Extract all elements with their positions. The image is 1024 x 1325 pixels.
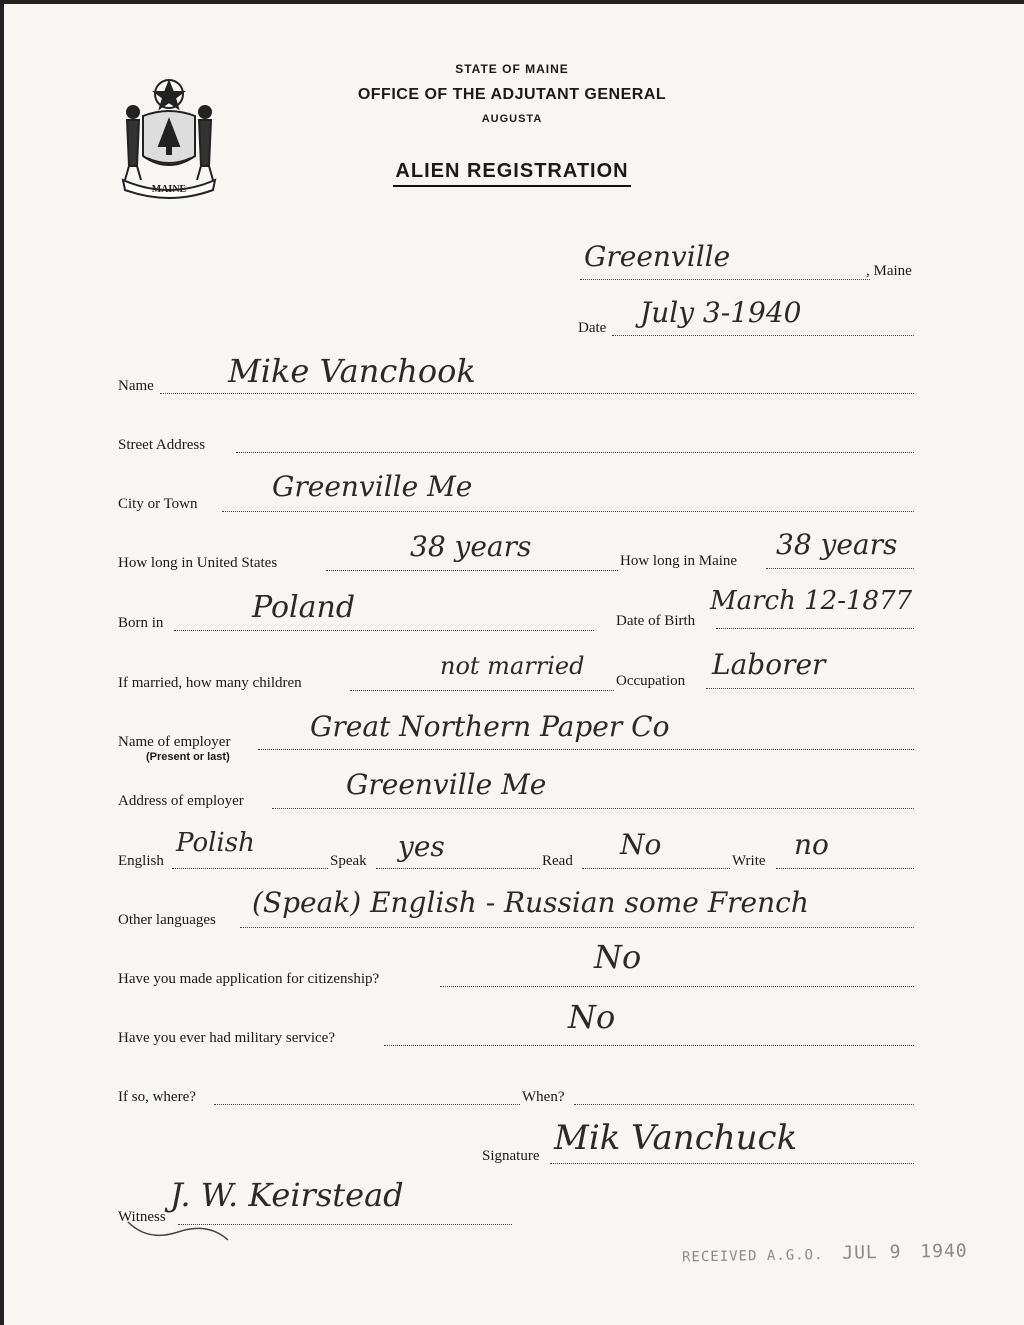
employer-address-value[interactable]: Greenville Me [346,768,547,801]
signature-line [550,1163,914,1164]
where-label: If so, where? [118,1089,196,1105]
employer-address-line [272,808,914,809]
children-label: If married, how many children [118,675,302,691]
dob-line [716,628,914,629]
city-line [222,511,914,512]
citizenship-line [440,986,914,987]
dob-value[interactable]: March 12-1877 [710,586,913,616]
long-us-label: How long in United States [118,555,278,571]
military-value[interactable]: No [568,998,616,1036]
long-maine-label: How long in Maine [620,553,738,569]
form-title: ALIEN REGISTRATION [0,160,1024,183]
town-value[interactable]: Greenville [584,240,731,273]
write-value[interactable]: no [794,828,829,861]
citizenship-value[interactable]: No [594,938,642,976]
occupation-line [706,688,914,689]
name-label: Name [118,378,154,394]
employer-sublabel: (Present or last) [146,751,230,763]
long-maine-value[interactable]: 38 years [776,528,898,561]
write-line [776,868,914,869]
other-languages-label: Other languages [118,912,216,928]
received-stamp: RECEIVED A.G.O. JUL 9 1940 [681,1240,968,1266]
town-line [580,279,870,280]
read-value[interactable]: No [620,828,662,861]
english-line [172,868,328,869]
children-value[interactable]: not married [440,652,585,680]
born-in-line [174,630,594,631]
city-label: City or Town [118,496,198,512]
children-line [350,690,614,691]
military-line [384,1045,914,1046]
when-label: When? [522,1089,565,1105]
speak-value[interactable]: yes [398,830,445,863]
town-label: , Maine [866,263,912,279]
when-line [574,1104,914,1105]
name-line [160,393,914,394]
citizenship-label: Have you made application for citizenship? [118,971,380,987]
date-value[interactable]: July 3-1940 [640,296,802,329]
speak-line [376,868,540,869]
employer-label: Name of employer [118,734,231,750]
street-label: Street Address [118,437,206,453]
long-maine-line [766,568,914,569]
speak-label: Speak [330,853,367,869]
long-us-value[interactable]: 38 years [410,530,532,563]
date-label: Date [578,320,607,336]
date-line [612,335,914,336]
long-us-line [326,570,618,571]
write-label: Write [732,853,766,869]
state-heading: STATE OF MAINE [455,62,569,76]
english-label: English [118,853,164,869]
witness-label: Witness [118,1209,166,1225]
military-label: Have you ever had military service? [118,1030,335,1046]
scan-border-left [0,0,4,1325]
where-line [214,1104,520,1105]
employer-value[interactable]: Great Northern Paper Co [310,710,670,743]
office-heading: OFFICE OF THE ADJUTANT GENERAL [357,86,667,103]
svg-text:MAINE: MAINE [151,184,187,195]
english-value[interactable]: Polish [176,828,255,858]
street-line [236,452,914,453]
city-value[interactable]: Greenville Me [272,470,473,503]
name-value[interactable]: Mike Vanchook [228,352,476,390]
born-in-value[interactable]: Poland [252,590,356,625]
other-languages-line [240,927,914,928]
other-languages-value[interactable]: (Speak) English - Russian some French [252,886,809,919]
read-line [582,868,730,869]
city-heading: AUGUSTA [481,113,543,125]
occupation-label: Occupation [616,673,686,689]
witness-flourish-icon [118,1162,238,1252]
born-in-label: Born in [118,615,164,631]
signature-value[interactable]: Mik Vanchuck [554,1118,798,1158]
employer-address-label: Address of employer [118,793,244,809]
occupation-value[interactable]: Laborer [712,648,826,681]
scan-border-top [0,0,1024,4]
witness-value[interactable]: J. W. Keirstead [170,1176,404,1214]
read-label: Read [542,853,573,869]
employer-line [258,749,914,750]
dob-label: Date of Birth [616,613,696,629]
signature-label: Signature [482,1148,540,1164]
